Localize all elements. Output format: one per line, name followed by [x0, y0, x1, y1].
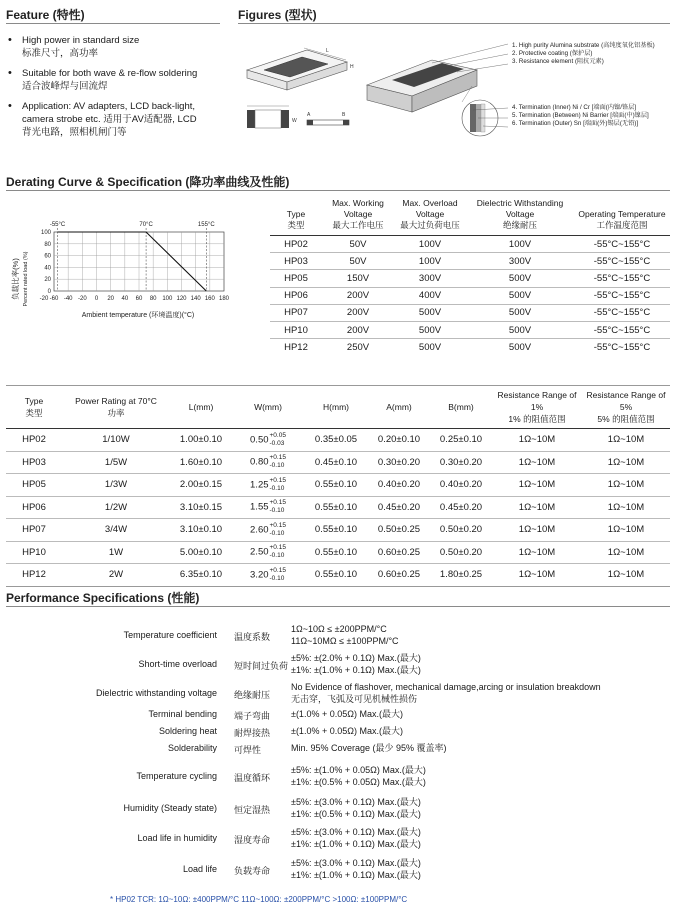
spec-table-row — [270, 321, 670, 338]
figure-legend — [512, 42, 655, 66]
legend-item: 5. Termination (Between) Ni Barrier [端面(中)镍层] — [512, 112, 649, 119]
dimension-cell-w — [232, 474, 304, 497]
w-tolerance-up: +0.15 — [269, 454, 286, 462]
dimension-cell-type: HP10 — [6, 541, 62, 564]
derating-chart — [6, 213, 256, 323]
dimension-cell-h: 0.35±0.05 — [304, 429, 368, 452]
spec-cell: 200V — [322, 304, 394, 321]
dimension-cell-type: HP07 — [6, 519, 62, 542]
feature-item-en: Application: AV adapters, LCD back-light, camera strobe etc. 适用于AV适配器, LCD — [22, 101, 197, 125]
feature-list — [6, 34, 221, 146]
dimension-cell-w — [232, 564, 304, 587]
header-cn: 类型 — [25, 408, 43, 418]
header-cn: 功率 — [107, 408, 125, 418]
w-tolerance-down: -0.10 — [269, 462, 285, 470]
spec-cell: HP03 — [270, 253, 322, 270]
feature-title-rule — [6, 23, 220, 24]
header-cn: 绝缘耐压 — [502, 220, 537, 230]
feature-item-cn: 适合波峰焊与回流焊 — [22, 81, 108, 92]
derating-title-rule — [6, 190, 670, 191]
w-tolerance — [270, 499, 286, 515]
w-tolerance-down: -0.10 — [269, 552, 285, 560]
spec-cell: 500V — [418, 341, 442, 353]
dimension-cell-h: 0.45±0.10 — [304, 451, 368, 474]
spec-cell: HP12 — [284, 341, 308, 353]
spec-cell: 300V — [466, 253, 574, 270]
w-tolerance-up: +0.15 — [269, 476, 286, 484]
dimension-cell-h: 0.55±0.10 — [304, 564, 368, 587]
spec-cell: 400V — [394, 287, 466, 304]
legend-item: 4. Termination (Inner) Ni / Cr [端面(内镍/铬层] — [512, 104, 637, 111]
perf-item-en: Solderability — [167, 742, 217, 753]
dimension-cell-a: 0.50±0.25 — [368, 519, 430, 542]
header-en: Resistance Range of 5% — [586, 390, 666, 412]
dimension-cell-l: 1.00±0.10 — [170, 429, 232, 452]
spec-cell: 100V — [466, 236, 574, 253]
perf-value-line: ±5%: ±(1.0% + 0.05Ω) Max.(最大) — [291, 765, 426, 775]
dim-header-r5 — [582, 386, 670, 429]
perf-value-line: ±(1.0% + 0.05Ω) Max.(最大) — [291, 709, 403, 719]
spec-table-row — [270, 287, 670, 304]
header-cn: 类型 — [287, 220, 305, 230]
y-tick-label: 20 — [44, 277, 51, 284]
dimension-cell-b: 0.30±0.20 — [430, 451, 492, 474]
y-axis-label-cn: 负载比率(%) — [11, 258, 20, 300]
perf-value-line: ±1%: ±(0.5% + 0.05Ω) Max.(最大) — [291, 776, 426, 787]
perf-item-value — [291, 765, 426, 788]
feature-title: Feature (特性) — [6, 8, 85, 22]
spec-cell: 150V — [322, 270, 394, 287]
dimension-cell-r1: 1Ω~10M — [492, 519, 582, 542]
x-axis-label: Ambient temperature (环境温度)(°C) — [81, 312, 195, 319]
perf-item-cn: 端子弯曲 — [234, 710, 271, 721]
feature-item — [6, 34, 221, 60]
y-tick-label: 0 — [47, 289, 51, 295]
spec-cell: 100V — [394, 236, 466, 253]
dim-label-a: A — [307, 112, 311, 118]
y-tick-label: 40 — [44, 265, 51, 272]
spec-cell: -55°C~155°C — [574, 304, 670, 321]
feature-item-en: Suitable for both wave & re-flow soldering — [22, 68, 198, 79]
dimension-table-row — [6, 541, 670, 564]
perf-item-value — [291, 797, 421, 820]
w-value: 0.80 — [250, 456, 269, 468]
resistor-figure — [232, 30, 512, 140]
spec-cell: HP02 — [270, 236, 322, 253]
legend-item: 3. Resistance element (阻抗元素) — [512, 58, 604, 65]
w-tolerance — [270, 432, 286, 448]
dimension-cell-r5: 1Ω~10M — [582, 541, 670, 564]
derating-chart-svg — [6, 213, 256, 323]
perf-item-en: Temperature cycling — [136, 770, 217, 781]
x-tick-label: 80 — [149, 296, 157, 302]
dim-header-a: A(mm) — [386, 402, 412, 412]
figures-title: Figures (型状) — [238, 8, 317, 22]
spec-cell: 500V — [466, 321, 574, 338]
perf-item-cn: 耐焊接热 — [234, 727, 271, 738]
dimension-cell-power: 1W — [62, 541, 170, 564]
spec-cell: 200V — [322, 287, 394, 304]
dimension-table-row — [6, 429, 670, 452]
performance-title: Performance Specifications (性能) — [6, 591, 200, 605]
perf-item-en: Temperature coefficient — [123, 629, 217, 640]
dimension-cell-b: 1.80±0.25 — [430, 564, 492, 587]
perf-item-en: Load life — [182, 863, 217, 874]
dimension-cell-power: 2W — [62, 564, 170, 587]
perf-value-line: ±(1.0% + 0.05Ω) Max.(最大) — [291, 726, 403, 736]
dim-header-power — [62, 386, 170, 429]
dimension-cell-w — [232, 519, 304, 542]
perf-value-line: 无击穿，飞弧及可见机械性损伤 — [291, 693, 418, 704]
dimension-cell-r5: 1Ω~10M — [582, 451, 670, 474]
dimension-cell-a: 0.40±0.20 — [368, 474, 430, 497]
dimension-cell-r1: 1Ω~10M — [492, 429, 582, 452]
w-tolerance — [270, 454, 286, 470]
figures-title-rule — [238, 23, 670, 24]
perf-value-line: ±5%: ±(3.0% + 0.1Ω) Max.(最大) — [291, 827, 421, 837]
perf-item-en: Dielectric withstanding voltage — [95, 687, 217, 698]
perf-item-cn: 湿度寿命 — [234, 834, 271, 845]
w-value: 3.20 — [250, 569, 269, 581]
perf-value-line: ±1%: ±(1.0% + 0.1Ω) Max.(最大) — [291, 869, 421, 880]
temp-mark-label: -55°C — [49, 222, 66, 228]
dim-header-l: L(mm) — [188, 402, 214, 412]
dimension-cell-power: 1/3W — [62, 474, 170, 497]
dimension-cell-r1: 1Ω~10M — [492, 564, 582, 587]
spec-cell: -55°C~155°C — [574, 287, 670, 304]
dimension-cell-a: 0.60±0.25 — [368, 564, 430, 587]
x-tick-label: -20 — [77, 296, 87, 302]
spec-cell: -55°C~155°C — [574, 270, 670, 287]
dimension-table-row — [6, 564, 670, 587]
w-tolerance-up: +0.15 — [269, 521, 286, 529]
x-tick-label: 160 — [204, 296, 215, 302]
header-en: Max. Working Voltage — [332, 198, 384, 219]
x-tick-label: -40 — [63, 296, 73, 302]
header-en: Power Rating at 70°C — [75, 396, 157, 406]
w-tolerance-down: -0.03 — [269, 439, 285, 447]
perf-item-en: Terminal bending — [148, 708, 217, 719]
dimension-cell-b: 0.25±0.10 — [430, 429, 492, 452]
perf-item-en: Soldering heat — [158, 725, 217, 736]
perf-item-cn: 可焊性 — [234, 744, 262, 755]
w-tolerance-down: -0.10 — [269, 507, 285, 515]
w-tolerance-down: -0.10 — [269, 574, 285, 582]
y-axis-label-en: Percent rated load (%) — [23, 251, 29, 307]
w-tolerance-down: -0.10 — [269, 529, 285, 537]
w-value: 2.60 — [250, 524, 269, 536]
dimension-cell-type: HP12 — [6, 564, 62, 587]
dimension-table-header — [6, 386, 670, 429]
spec-header-working — [322, 196, 394, 236]
perf-value-line: ±5%: ±(2.0% + 0.1Ω) Max.(最大) — [291, 653, 421, 663]
x-tick-label: 60 — [135, 296, 143, 302]
w-tolerance-up: +0.15 — [269, 499, 286, 507]
perf-item-en: Humidity (Steady state) — [123, 802, 217, 813]
dimension-cell-r5: 1Ω~10M — [582, 519, 670, 542]
dim-label-h: H — [350, 64, 354, 70]
spec-cell: HP05 — [270, 270, 322, 287]
spec-table-row — [270, 236, 670, 253]
perf-value-line: ±1%: ±(1.0% + 0.1Ω) Max.(最大) — [291, 664, 421, 675]
dimension-cell-l: 3.10±0.15 — [170, 496, 232, 519]
w-tolerance-up: +0.15 — [269, 566, 286, 574]
dimension-cell-power: 1/10W — [62, 429, 170, 452]
feature-item-cn: 背光电路，照相机闸门等 — [22, 127, 127, 138]
spec-table — [270, 196, 670, 356]
chip-side-view — [247, 106, 349, 128]
dim-header-b: B(mm) — [448, 402, 474, 412]
chip-cross-section — [367, 44, 508, 136]
spec-cell: HP07 — [270, 304, 322, 321]
perf-value-line: Min. 95% Coverage (最少 95% 覆盖率) — [291, 743, 447, 753]
perf-item-en: Load life in humidity — [137, 832, 217, 843]
dimension-cell-a: 0.60±0.25 — [368, 541, 430, 564]
spec-cell: 50V — [322, 253, 394, 270]
feature-item-en: High power in standard size — [22, 35, 140, 46]
x-tick-label: 40 — [121, 296, 129, 302]
dimension-cell-a: 0.20±0.10 — [368, 429, 430, 452]
w-value: 2.50 — [250, 546, 269, 558]
x-tick-label: 0 — [94, 296, 99, 302]
dimension-cell-w — [232, 496, 304, 519]
x-tick-label: 120 — [176, 296, 187, 302]
header-en: Type — [24, 396, 44, 406]
x-tick-label: 180 — [218, 296, 230, 302]
feature-item — [6, 67, 221, 93]
perf-item-value — [291, 682, 601, 705]
dimension-table-row — [6, 474, 670, 497]
header-cn: 5% 的阻值范围 — [597, 414, 655, 424]
derating-title: Derating Curve & Specification (降功率曲线及性能) — [6, 175, 290, 189]
perf-item-en: Short-time overload — [138, 658, 217, 669]
w-value: 1.55 — [250, 501, 269, 513]
header-en: Operating Temperature — [578, 209, 666, 219]
feature-item-cn: 标准尺寸，高功率 — [22, 48, 99, 59]
spec-header-type — [270, 196, 322, 236]
perf-item-cn: 温度循环 — [234, 772, 271, 783]
header-cn: 工作温度范围 — [596, 220, 648, 230]
dimension-cell-type: HP05 — [6, 474, 62, 497]
perf-item-value — [291, 726, 403, 738]
dim-header-r1 — [492, 386, 582, 429]
dimension-cell-l: 3.10±0.10 — [170, 519, 232, 542]
perf-value-line: ±1%: ±(1.0% + 0.1Ω) Max.(最大) — [291, 838, 421, 849]
spec-cell: HP10 — [270, 321, 322, 338]
dimension-cell-b: 0.50±0.20 — [430, 541, 492, 564]
x-tick-label: 100 — [162, 296, 173, 302]
dimension-cell-a: 0.45±0.20 — [368, 496, 430, 519]
spec-cell: 200V — [322, 321, 394, 338]
header-cn: 最大过负荷电压 — [400, 220, 460, 230]
dimension-cell-r1: 1Ω~10M — [492, 451, 582, 474]
dimension-cell-r1: 1Ω~10M — [492, 541, 582, 564]
w-tolerance-up: +0.05 — [269, 431, 286, 439]
dimension-cell-r5: 1Ω~10M — [582, 564, 670, 587]
x-tick-label: -60 — [49, 296, 59, 302]
dim-header-type — [6, 386, 62, 429]
perf-item-cn: 恒定湿热 — [234, 804, 271, 815]
dimension-cell-power: 1/2W — [62, 496, 170, 519]
header-en: Max. Overload Voltage — [402, 198, 458, 219]
w-value: 0.50 — [250, 434, 269, 446]
header-en: Resistance Range of 1% — [497, 390, 577, 412]
dimension-cell-r1: 1Ω~10M — [492, 474, 582, 497]
chip-top-view — [247, 48, 354, 90]
spec-cell: HP06 — [270, 287, 322, 304]
spec-table-header — [270, 196, 670, 236]
header-en: Dielectric Withstanding Voltage — [476, 198, 564, 219]
dimension-cell-power: 1/5W — [62, 451, 170, 474]
legend-item: 6. Termination (Outer) Sn [端面(外)锡层(无铅)] — [512, 120, 639, 127]
header-cn: 最大工作电压 — [332, 220, 384, 230]
dimension-cell-r5: 1Ω~10M — [582, 429, 670, 452]
dimension-cell-r5: 1Ω~10M — [582, 474, 670, 497]
x-tick-label: 140 — [190, 296, 201, 302]
perf-value-line: 1Ω~10Ω ≤ ±200PPM/°C — [291, 624, 387, 634]
spec-cell: 500V — [508, 341, 532, 353]
dim-label-w: W — [292, 118, 297, 124]
header-cn: 1% 的阻值范围 — [508, 414, 566, 424]
dimension-cell-w — [232, 451, 304, 474]
spec-cell: 500V — [466, 304, 574, 321]
y-tick-label: 100 — [40, 230, 51, 236]
dimension-cell-l: 5.00±0.10 — [170, 541, 232, 564]
dimension-cell-b: 0.50±0.20 — [430, 519, 492, 542]
w-tolerance — [270, 544, 286, 560]
dimension-table — [6, 385, 670, 587]
dimension-cell-r5: 1Ω~10M — [582, 496, 670, 519]
dimension-cell-h: 0.55±0.10 — [304, 474, 368, 497]
derating-curve — [58, 232, 207, 291]
x-tick-label: 20 — [107, 296, 115, 302]
spec-table-row — [270, 270, 670, 287]
perf-item-value — [291, 858, 421, 881]
spec-cell: 100V — [394, 253, 466, 270]
spec-cell: 500V — [394, 304, 466, 321]
spec-cell: 50V — [322, 236, 394, 253]
spec-header-dielectric — [466, 196, 574, 236]
tcr-footnote: * HP02 TCR: 1Ω~10Ω: ±400PPM/°C 11Ω~100Ω: ±200PPM/°C >100Ω: ±100PPM/°C — [110, 895, 408, 904]
perf-item-value — [291, 709, 403, 721]
dim-label-b: B — [342, 112, 346, 118]
spec-cell: 250V — [346, 341, 370, 353]
perf-value-line: No Evidence of flashover, mechanical damage,arcing or insulation breakdown — [291, 682, 601, 692]
dimension-cell-r1: 1Ω~10M — [492, 496, 582, 519]
perf-item-cn: 负载寿命 — [234, 865, 271, 876]
w-tolerance — [270, 567, 286, 583]
perf-value-line: 11Ω~10MΩ ≤ ±100PPM/°C — [291, 635, 399, 646]
dimension-cell-l: 2.00±0.15 — [170, 474, 232, 497]
temp-mark-label: 155°C — [197, 222, 215, 228]
w-tolerance — [270, 522, 286, 538]
w-tolerance-down: -0.10 — [269, 484, 285, 492]
performance-title-rule — [6, 606, 670, 607]
dim-header-h: H(mm) — [323, 402, 349, 412]
dimension-cell-h: 0.55±0.10 — [304, 541, 368, 564]
w-value: 1.25 — [250, 479, 269, 491]
spec-cell: -55°C~155°C — [574, 321, 670, 338]
dimension-cell-h: 0.55±0.10 — [304, 519, 368, 542]
dimension-table-row — [6, 496, 670, 519]
dimension-cell-l: 6.35±0.10 — [170, 564, 232, 587]
dim-label-l: L — [326, 48, 329, 54]
dimension-cell-w — [232, 429, 304, 452]
spec-header-temp — [574, 196, 670, 236]
temp-mark-label: 70°C — [139, 222, 153, 228]
figure-legend-termination — [512, 104, 649, 128]
dimension-table-row — [6, 451, 670, 474]
dimension-cell-w — [232, 541, 304, 564]
spec-header-overload — [394, 196, 466, 236]
perf-item-cn: 短时间过负荷 — [234, 660, 289, 671]
dimension-cell-type: HP02 — [6, 429, 62, 452]
dimension-cell-type: HP03 — [6, 451, 62, 474]
dimension-cell-type: HP06 — [6, 496, 62, 519]
perf-value-line: ±5%: ±(3.0% + 0.1Ω) Max.(最大) — [291, 858, 421, 868]
dimension-cell-a: 0.30±0.20 — [368, 451, 430, 474]
dimension-cell-power: 3/4W — [62, 519, 170, 542]
y-tick-label: 80 — [44, 241, 51, 248]
spec-cell: 500V — [466, 287, 574, 304]
spec-table-row — [270, 304, 670, 321]
feature-item — [6, 100, 221, 139]
perf-value-line: ±5%: ±(3.0% + 0.1Ω) Max.(最大) — [291, 797, 421, 807]
dimension-cell-b: 0.40±0.20 — [430, 474, 492, 497]
spec-cell: -55°C~155°C — [574, 236, 670, 253]
header-en: Type — [286, 209, 306, 219]
y-tick-label: 60 — [44, 253, 51, 260]
perf-item-value — [291, 624, 399, 647]
perf-item-cn: 温度系数 — [234, 631, 271, 642]
perf-item-value — [291, 653, 421, 676]
x-tick-label-extra: -20 — [39, 296, 49, 302]
spec-cell: -55°C~155°C — [574, 253, 670, 270]
legend-item: 2. Protective coating (保护层) — [512, 50, 593, 57]
perf-item-value — [291, 743, 447, 755]
spec-cell: -55°C~155°C — [593, 341, 651, 353]
dimension-cell-h: 0.55±0.10 — [304, 496, 368, 519]
spec-table-row — [270, 253, 670, 270]
w-tolerance-up: +0.15 — [269, 544, 286, 552]
dim-header-w: W(mm) — [254, 402, 282, 412]
w-tolerance — [270, 477, 286, 493]
spec-table-row — [270, 339, 670, 356]
perf-value-line: ±1%: ±(0.5% + 0.1Ω) Max.(最大) — [291, 808, 421, 819]
spec-cell: 300V — [394, 270, 466, 287]
perf-item-value — [291, 827, 421, 850]
spec-cell: 500V — [394, 321, 466, 338]
spec-cell: 500V — [466, 270, 574, 287]
dimension-cell-l: 1.60±0.10 — [170, 451, 232, 474]
dimension-cell-b: 0.45±0.20 — [430, 496, 492, 519]
legend-item: 1. High purity Alumina substrate (高纯度氧化铝基板) — [512, 42, 655, 49]
perf-item-cn: 绝缘耐压 — [234, 689, 271, 700]
dimension-table-row — [6, 519, 670, 542]
